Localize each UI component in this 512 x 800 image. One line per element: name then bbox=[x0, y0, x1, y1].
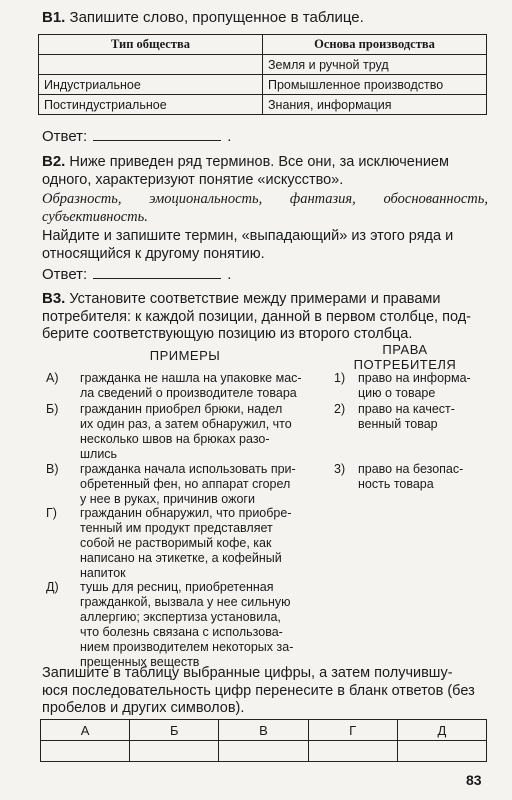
b3-example-b bbox=[46, 402, 316, 464]
b3-answer-cell-g[interactable] bbox=[308, 741, 397, 762]
b2-answer-line bbox=[93, 264, 221, 279]
b3-right-key: 1) bbox=[334, 371, 346, 385]
b1-label: В1. bbox=[42, 9, 66, 26]
b2-task bbox=[42, 228, 488, 263]
b3-line-1: В3. Установите соответствие между примерами и правами bbox=[42, 290, 441, 307]
b3-final-instruction bbox=[42, 665, 488, 718]
table-row bbox=[39, 55, 487, 75]
b3-right-key: 2) bbox=[334, 402, 346, 416]
b3-final-line-3: пробелов и других символов). bbox=[42, 700, 245, 716]
page-number: 83 bbox=[466, 772, 482, 788]
b3-answer-header-v: В bbox=[219, 720, 308, 741]
b3-answer-cell-b[interactable] bbox=[130, 741, 219, 762]
b3-line-2: потребителя: к каждой позиции, данной в первом столбце, под- bbox=[42, 308, 471, 325]
b1-heading bbox=[42, 8, 364, 27]
table-cell: Знания, информация bbox=[263, 95, 487, 115]
b3-answer-header-row bbox=[41, 720, 487, 741]
b1-answer-line bbox=[93, 126, 221, 141]
b1-header-society-type: Тип общества bbox=[39, 35, 263, 55]
b3-example-text: гражданка начала использовать при- обретенный фен, но аппарат сгорел у нее в руках, причинив ожоги bbox=[80, 462, 296, 506]
b1-header-production-basis: Основа производства bbox=[263, 35, 487, 55]
b3-instruction bbox=[42, 290, 488, 344]
b1-blank-cell bbox=[39, 55, 263, 75]
b2-label: В2. bbox=[42, 153, 66, 170]
b3-example-text: гражданин приобрел брюки, надел их один раз, а затем обнаружил, что несколько швов на брюках разо- шлись bbox=[80, 402, 292, 461]
b3-example-d bbox=[46, 580, 316, 672]
b1-answer-label: Ответ: bbox=[42, 128, 88, 145]
table-row bbox=[39, 75, 487, 95]
b2-terms-line-1: Образность, эмоциональность, фантазия, обоснованность, bbox=[42, 191, 488, 207]
table-row bbox=[39, 95, 487, 115]
b3-example-text: гражданка не нашла на упаковке мас- ла сведений о производителе товара bbox=[80, 371, 302, 400]
b3-rights-header bbox=[340, 342, 470, 372]
b3-rights-header-line-1: ПРАВА bbox=[382, 342, 428, 357]
b3-example-key: Д) bbox=[46, 580, 59, 594]
b3-example-g bbox=[46, 506, 316, 582]
b3-right-text: право на качест- венный товар bbox=[358, 402, 455, 431]
b3-final-line-2: юся последовательность цифр перенесите в бланк ответов (без bbox=[42, 682, 475, 699]
b3-line-3: берите соответствующую позицию из второго столбца. bbox=[42, 326, 413, 342]
b3-answer-table bbox=[40, 719, 487, 762]
b2-instruction bbox=[42, 153, 488, 189]
b2-line-2: одного, характеризуют понятие «искусство». bbox=[42, 171, 344, 188]
b3-final-line-1: Запишите в таблицу выбранные цифры, а затем получившу- bbox=[42, 665, 453, 681]
b1-answer bbox=[42, 126, 231, 145]
b2-terms bbox=[42, 191, 488, 226]
b3-example-v bbox=[46, 462, 316, 508]
table-cell: Постиндустриальное bbox=[39, 95, 263, 115]
b3-answer-cell-a[interactable] bbox=[41, 741, 130, 762]
b3-example-a bbox=[46, 371, 316, 403]
b3-right-3 bbox=[334, 462, 494, 494]
b2-answer-end: . bbox=[227, 266, 232, 283]
b3-right-1 bbox=[334, 371, 494, 403]
b1-table-header-row bbox=[39, 35, 487, 55]
b3-answer-input-row bbox=[41, 741, 487, 762]
b3-answer-header-b: Б bbox=[130, 720, 219, 741]
b3-answer-header-d: Д bbox=[397, 720, 486, 741]
b3-examples-header: ПРИМЕРЫ bbox=[149, 348, 221, 363]
b2-line-1: В2. Ниже приведен ряд терминов. Все они, за исключением bbox=[42, 153, 449, 170]
b2-task-line-2: относящийся к другому понятию. bbox=[42, 245, 265, 262]
b3-answer-header-g: Г bbox=[308, 720, 397, 741]
b3-example-key: Б) bbox=[46, 402, 59, 416]
table-cell: Индустриальное bbox=[39, 75, 263, 95]
b3-answer-cell-d[interactable] bbox=[397, 741, 486, 762]
b3-right-text: право на безопас- ность товара bbox=[358, 462, 464, 491]
b3-right-text: право на информа- цию о товаре bbox=[358, 371, 471, 400]
b2-answer-label: Ответ: bbox=[42, 266, 88, 283]
b2-answer bbox=[42, 264, 231, 283]
b3-right-key: 3) bbox=[334, 462, 346, 476]
b3-right-2 bbox=[334, 402, 494, 434]
b3-answer-header-a: А bbox=[41, 720, 130, 741]
b3-rights-header-line-2: ПОТРЕБИТЕЛЯ bbox=[353, 357, 457, 372]
b2-task-line-1: Найдите и запишите термин, «выпадающий» из этого ряда и bbox=[42, 228, 454, 244]
b3-label: В3. bbox=[42, 290, 66, 307]
b3-example-text: тушь для ресниц, приобретенная гражданкой, вызвала у нее сильную аллергию; экспертиза установила, что болезнь связана с использова- нием производителем некоторых за- прещенных веществ bbox=[80, 580, 294, 669]
table-cell: Земля и ручной труд bbox=[263, 55, 487, 75]
b3-example-key: А) bbox=[46, 371, 59, 385]
b3-answer-cell-v[interactable] bbox=[219, 741, 308, 762]
b1-table bbox=[38, 34, 487, 115]
b1-answer-end: . bbox=[227, 128, 232, 145]
b3-example-text: гражданин обнаружил, что приобре- тенный им продукт представляет собой не растворимый кофе, как написано на этикетке, а кофейный напиток bbox=[80, 506, 292, 580]
table-cell: Промышленное производство bbox=[263, 75, 487, 95]
b3-example-key: В) bbox=[46, 462, 59, 476]
b2-terms-line-2: субъективность. bbox=[42, 208, 148, 225]
b1-instruction: Запишите слово, пропущенное в таблице. bbox=[69, 9, 364, 26]
b3-example-key: Г) bbox=[46, 506, 57, 520]
